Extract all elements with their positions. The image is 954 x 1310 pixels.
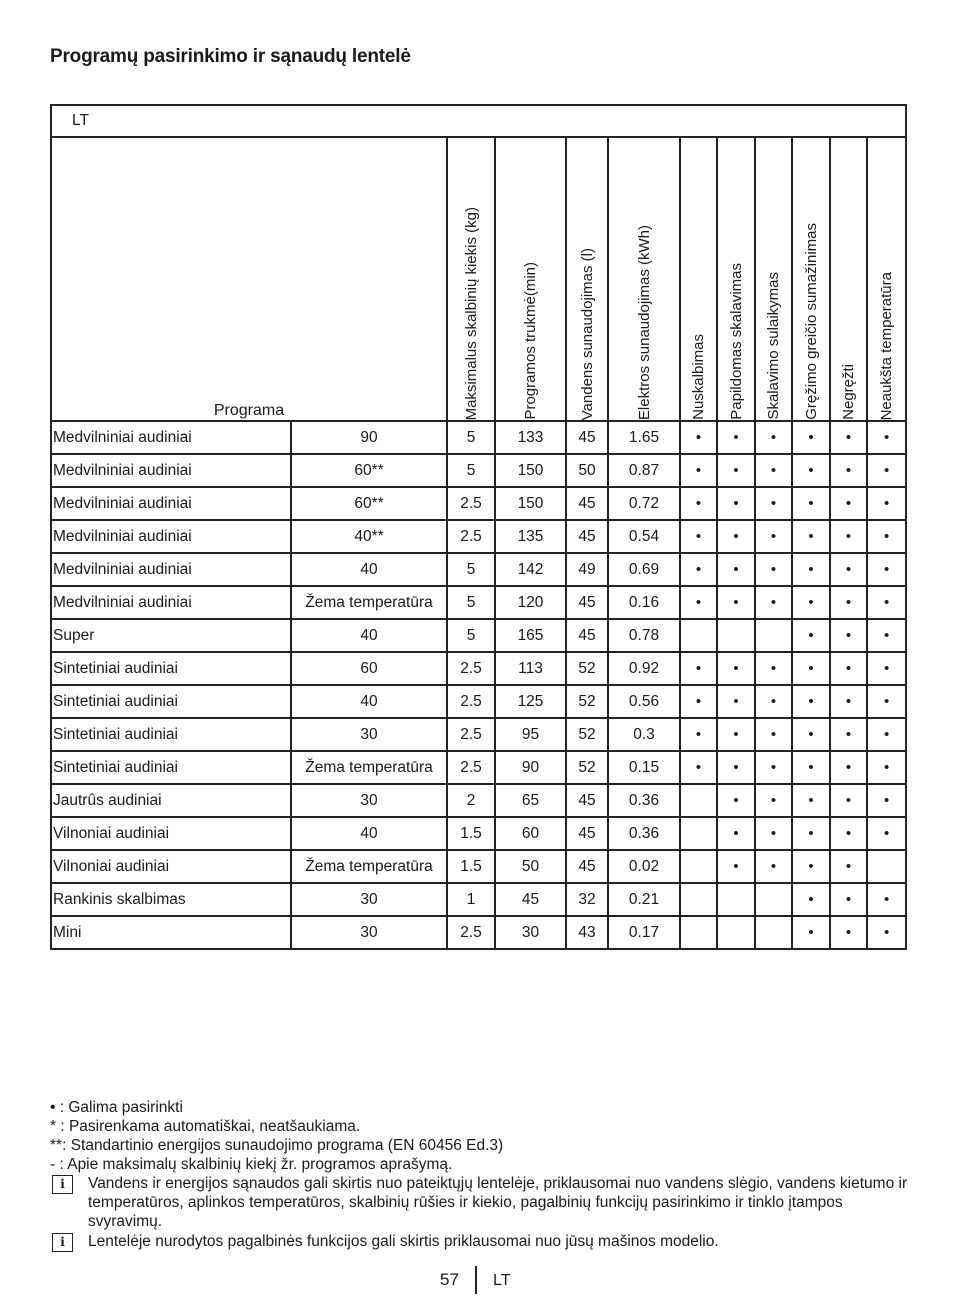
energy-use: 0.78 bbox=[608, 619, 680, 652]
energy-use: 0.72 bbox=[608, 487, 680, 520]
program-name: Sintetiniai audiniai bbox=[51, 652, 291, 685]
water-use: 49 bbox=[566, 553, 608, 586]
max-load: 2.5 bbox=[447, 487, 495, 520]
max-load: 5 bbox=[447, 619, 495, 652]
function-availability: • bbox=[680, 454, 717, 487]
table-language-label: LT bbox=[51, 105, 906, 137]
function-availability: • bbox=[792, 487, 830, 520]
function-availability: • bbox=[830, 784, 867, 817]
duration: 125 bbox=[495, 685, 566, 718]
program-name: Medvilniniai audiniai bbox=[51, 586, 291, 619]
water-use: 52 bbox=[566, 652, 608, 685]
function-availability: • bbox=[830, 916, 867, 949]
program-column-header: Programa bbox=[51, 137, 447, 421]
program-name: Mini bbox=[51, 916, 291, 949]
table-row bbox=[51, 487, 906, 520]
function-availability: • bbox=[867, 817, 906, 850]
legend-item: - : Apie maksimalų skalbinių kiekį žr. programos aprašymą. bbox=[50, 1156, 453, 1173]
function-availability: • bbox=[680, 718, 717, 751]
function-availability: • bbox=[717, 751, 755, 784]
function-availability: • bbox=[830, 883, 867, 916]
program-name: Jautrûs audiniai bbox=[51, 784, 291, 817]
function-availability: • bbox=[792, 883, 830, 916]
program-temperature: 60 bbox=[291, 652, 447, 685]
duration: 65 bbox=[495, 784, 566, 817]
water-use: 45 bbox=[566, 619, 608, 652]
program-temperature: Žema temperatūra bbox=[291, 586, 447, 619]
table-row bbox=[51, 619, 906, 652]
function-availability: • bbox=[717, 421, 755, 454]
energy-use: 1.65 bbox=[608, 421, 680, 454]
program-name: Medvilniniai audiniai bbox=[51, 487, 291, 520]
column-header-label: Nuskalbimas bbox=[690, 334, 707, 420]
page-number: 57 bbox=[440, 1270, 459, 1289]
program-name: Rankinis skalbimas bbox=[51, 883, 291, 916]
function-availability: • bbox=[755, 652, 792, 685]
function-availability: • bbox=[867, 487, 906, 520]
program-temperature: 30 bbox=[291, 916, 447, 949]
program-temperature: Žema temperatūra bbox=[291, 850, 447, 883]
function-availability: • bbox=[717, 850, 755, 883]
function-availability bbox=[755, 916, 792, 949]
function-availability: • bbox=[792, 652, 830, 685]
function-availability: • bbox=[867, 553, 906, 586]
column-header-label: Maksimalus skalbinių kiekis (kg) bbox=[462, 206, 480, 420]
function-availability: • bbox=[830, 652, 867, 685]
function-availability: • bbox=[755, 421, 792, 454]
duration: 165 bbox=[495, 619, 566, 652]
max-load: 2.5 bbox=[447, 520, 495, 553]
program-name: Sintetiniai audiniai bbox=[51, 751, 291, 784]
program-temperature: 60** bbox=[291, 487, 447, 520]
max-load: 1.5 bbox=[447, 850, 495, 883]
water-use: 32 bbox=[566, 883, 608, 916]
column-header-label: Gręžimo greičio sumažinimas bbox=[802, 223, 820, 420]
table-row bbox=[51, 817, 906, 850]
function-availability: • bbox=[717, 784, 755, 817]
function-availability: • bbox=[680, 586, 717, 619]
energy-use: 0.15 bbox=[608, 751, 680, 784]
function-availability: • bbox=[867, 520, 906, 553]
function-availability: • bbox=[867, 718, 906, 751]
footer-language: LT bbox=[493, 1272, 511, 1289]
max-load: 2.5 bbox=[447, 751, 495, 784]
function-availability: • bbox=[867, 586, 906, 619]
function-availability: • bbox=[680, 652, 717, 685]
function-availability: • bbox=[755, 454, 792, 487]
duration: 113 bbox=[495, 652, 566, 685]
function-availability: • bbox=[830, 619, 867, 652]
legend bbox=[50, 1098, 910, 1251]
duration: 142 bbox=[495, 553, 566, 586]
function-availability: • bbox=[755, 685, 792, 718]
function-availability: • bbox=[867, 619, 906, 652]
column-header bbox=[792, 137, 830, 421]
table-row bbox=[51, 652, 906, 685]
function-availability bbox=[755, 883, 792, 916]
column-header bbox=[447, 137, 495, 421]
program-name: Vilnoniai audiniai bbox=[51, 850, 291, 883]
column-header bbox=[608, 137, 680, 421]
energy-use: 0.3 bbox=[608, 718, 680, 751]
page-title: Programų pasirinkimo ir sąnaudų lentelė bbox=[50, 46, 411, 67]
program-name: Medvilniniai audiniai bbox=[51, 421, 291, 454]
table-row bbox=[51, 553, 906, 586]
function-availability: • bbox=[792, 784, 830, 817]
function-availability bbox=[755, 619, 792, 652]
program-temperature: 60** bbox=[291, 454, 447, 487]
function-availability: • bbox=[867, 454, 906, 487]
function-availability bbox=[680, 784, 717, 817]
function-availability: • bbox=[755, 553, 792, 586]
water-use: 52 bbox=[566, 718, 608, 751]
function-availability: • bbox=[792, 553, 830, 586]
function-availability: • bbox=[717, 553, 755, 586]
max-load: 2.5 bbox=[447, 685, 495, 718]
program-temperature: 40 bbox=[291, 619, 447, 652]
column-header bbox=[566, 137, 608, 421]
max-load: 5 bbox=[447, 454, 495, 487]
water-use: 45 bbox=[566, 487, 608, 520]
max-load: 5 bbox=[447, 421, 495, 454]
function-availability: • bbox=[755, 784, 792, 817]
water-use: 45 bbox=[566, 850, 608, 883]
function-availability: • bbox=[792, 817, 830, 850]
max-load: 5 bbox=[447, 553, 495, 586]
function-availability: • bbox=[792, 586, 830, 619]
water-use: 50 bbox=[566, 454, 608, 487]
function-availability: • bbox=[830, 751, 867, 784]
function-availability: • bbox=[867, 883, 906, 916]
function-availability bbox=[680, 883, 717, 916]
duration: 150 bbox=[495, 487, 566, 520]
program-temperature: 40 bbox=[291, 817, 447, 850]
table-row bbox=[51, 520, 906, 553]
table-row bbox=[51, 586, 906, 619]
water-use: 45 bbox=[566, 586, 608, 619]
program-temperature: 30 bbox=[291, 718, 447, 751]
duration: 30 bbox=[495, 916, 566, 949]
table-row bbox=[51, 718, 906, 751]
footer-divider bbox=[475, 1266, 477, 1294]
program-temperature: 30 bbox=[291, 784, 447, 817]
water-use: 45 bbox=[566, 421, 608, 454]
function-availability bbox=[867, 850, 906, 883]
function-availability: • bbox=[792, 916, 830, 949]
column-header bbox=[755, 137, 792, 421]
column-header bbox=[717, 137, 755, 421]
energy-use: 0.56 bbox=[608, 685, 680, 718]
note-text: Vandens ir energijos sąnaudos gali skirtis nuo pateiktųjų lentelėje, priklausomai nuo vandens slėgio, vandens kietumo ir temperatūros, aplinkos temperatūros, skalbinių rūšies ir kiekio, pagalbinių funkcijų pasirinkimo ir tinklo įtampos svyravimų. bbox=[88, 1175, 908, 1230]
function-availability: • bbox=[867, 784, 906, 817]
energy-use: 0.16 bbox=[608, 586, 680, 619]
function-availability: • bbox=[717, 817, 755, 850]
legend-item: * : Pasirenkama automatiškai, neatšaukiama. bbox=[50, 1118, 361, 1135]
function-availability: • bbox=[830, 421, 867, 454]
function-availability: • bbox=[830, 553, 867, 586]
water-use: 45 bbox=[566, 520, 608, 553]
duration: 135 bbox=[495, 520, 566, 553]
note-text: Lentelėje nurodytos pagalbinės funkcijos gali skirtis priklausomai nuo jūsų mašinos modelio. bbox=[88, 1233, 719, 1250]
function-availability: • bbox=[830, 685, 867, 718]
program-name: Vilnoniai audiniai bbox=[51, 817, 291, 850]
function-availability: • bbox=[792, 751, 830, 784]
water-use: 52 bbox=[566, 685, 608, 718]
column-header-label: Elektros sunaudojimas (kWh) bbox=[635, 224, 653, 420]
function-availability: • bbox=[717, 652, 755, 685]
function-availability: • bbox=[792, 421, 830, 454]
function-availability: • bbox=[830, 586, 867, 619]
table-row bbox=[51, 916, 906, 949]
energy-use: 0.17 bbox=[608, 916, 680, 949]
program-temperature: 40 bbox=[291, 685, 447, 718]
max-load: 1 bbox=[447, 883, 495, 916]
max-load: 2.5 bbox=[447, 652, 495, 685]
function-availability: • bbox=[867, 916, 906, 949]
column-header bbox=[830, 137, 867, 421]
program-name: Super bbox=[51, 619, 291, 652]
function-availability: • bbox=[867, 751, 906, 784]
energy-use: 0.21 bbox=[608, 883, 680, 916]
function-availability: • bbox=[680, 520, 717, 553]
table-row bbox=[51, 850, 906, 883]
function-availability: • bbox=[680, 421, 717, 454]
function-availability: • bbox=[792, 619, 830, 652]
table-row bbox=[51, 421, 906, 454]
function-availability bbox=[680, 916, 717, 949]
energy-use: 0.36 bbox=[608, 817, 680, 850]
energy-use: 0.87 bbox=[608, 454, 680, 487]
function-availability: • bbox=[680, 487, 717, 520]
function-availability: • bbox=[717, 520, 755, 553]
function-availability: • bbox=[755, 850, 792, 883]
column-header-label: Skalavimo sulaikymas bbox=[765, 272, 782, 420]
energy-use: 0.54 bbox=[608, 520, 680, 553]
table-row bbox=[51, 454, 906, 487]
function-availability: • bbox=[830, 850, 867, 883]
note bbox=[50, 1174, 910, 1231]
max-load: 2 bbox=[447, 784, 495, 817]
program-name: Medvilniniai audiniai bbox=[51, 454, 291, 487]
function-availability bbox=[717, 619, 755, 652]
function-availability: • bbox=[867, 421, 906, 454]
table-row bbox=[51, 751, 906, 784]
program-temperature: Žema temperatūra bbox=[291, 751, 447, 784]
function-availability: • bbox=[792, 685, 830, 718]
max-load: 5 bbox=[447, 586, 495, 619]
table-row bbox=[51, 784, 906, 817]
program-name: Medvilniniai audiniai bbox=[51, 520, 291, 553]
function-availability: • bbox=[830, 718, 867, 751]
program-temperature: 40** bbox=[291, 520, 447, 553]
program-temperature: 90 bbox=[291, 421, 447, 454]
info-icon: i bbox=[52, 1233, 73, 1252]
function-availability: • bbox=[717, 718, 755, 751]
column-header bbox=[495, 137, 566, 421]
function-availability: • bbox=[792, 718, 830, 751]
info-icon: i bbox=[52, 1175, 73, 1194]
function-availability: • bbox=[792, 850, 830, 883]
function-availability bbox=[680, 817, 717, 850]
function-availability bbox=[717, 883, 755, 916]
column-header-label: Papildomas skalavimas bbox=[727, 263, 745, 420]
energy-use: 0.02 bbox=[608, 850, 680, 883]
function-availability: • bbox=[867, 652, 906, 685]
function-availability: • bbox=[830, 817, 867, 850]
function-availability: • bbox=[755, 718, 792, 751]
function-availability bbox=[717, 916, 755, 949]
function-availability: • bbox=[680, 685, 717, 718]
program-consumption-table bbox=[50, 104, 907, 950]
table-row bbox=[51, 685, 906, 718]
note bbox=[50, 1232, 910, 1251]
function-availability: • bbox=[717, 586, 755, 619]
column-header-label: Programos trukmė(min) bbox=[522, 262, 539, 420]
max-load: 2.5 bbox=[447, 916, 495, 949]
function-availability: • bbox=[792, 520, 830, 553]
duration: 150 bbox=[495, 454, 566, 487]
table-row bbox=[51, 883, 906, 916]
energy-use: 0.69 bbox=[608, 553, 680, 586]
function-availability: • bbox=[830, 487, 867, 520]
function-availability: • bbox=[717, 685, 755, 718]
function-availability: • bbox=[830, 520, 867, 553]
function-availability: • bbox=[717, 454, 755, 487]
max-load: 1.5 bbox=[447, 817, 495, 850]
column-header-label: Vandens sunaudojimas (l) bbox=[578, 247, 596, 420]
column-header-label: Neaukšta temperatūra bbox=[878, 271, 896, 420]
energy-use: 0.36 bbox=[608, 784, 680, 817]
duration: 50 bbox=[495, 850, 566, 883]
water-use: 52 bbox=[566, 751, 608, 784]
function-availability: • bbox=[717, 487, 755, 520]
energy-use: 0.92 bbox=[608, 652, 680, 685]
function-availability: • bbox=[867, 685, 906, 718]
duration: 120 bbox=[495, 586, 566, 619]
duration: 45 bbox=[495, 883, 566, 916]
duration: 133 bbox=[495, 421, 566, 454]
program-temperature: 30 bbox=[291, 883, 447, 916]
duration: 95 bbox=[495, 718, 566, 751]
program-name: Sintetiniai audiniai bbox=[51, 685, 291, 718]
max-load: 2.5 bbox=[447, 718, 495, 751]
function-availability: • bbox=[755, 586, 792, 619]
program-temperature: 40 bbox=[291, 553, 447, 586]
function-availability bbox=[680, 619, 717, 652]
function-availability: • bbox=[755, 487, 792, 520]
function-availability: • bbox=[792, 454, 830, 487]
duration: 90 bbox=[495, 751, 566, 784]
program-name: Sintetiniai audiniai bbox=[51, 718, 291, 751]
function-availability: • bbox=[680, 553, 717, 586]
function-availability: • bbox=[830, 454, 867, 487]
function-availability: • bbox=[755, 520, 792, 553]
legend-item: • : Galima pasirinkti bbox=[50, 1099, 183, 1116]
column-header-label: Negręžti bbox=[840, 364, 857, 420]
legend-item: **: Standartinio energijos sunaudojimo programa (EN 60456 Ed.3) bbox=[50, 1137, 504, 1154]
program-name: Medvilniniai audiniai bbox=[51, 553, 291, 586]
function-availability: • bbox=[680, 751, 717, 784]
water-use: 43 bbox=[566, 916, 608, 949]
column-header bbox=[867, 137, 906, 421]
water-use: 45 bbox=[566, 817, 608, 850]
water-use: 45 bbox=[566, 784, 608, 817]
function-availability: • bbox=[755, 751, 792, 784]
column-header bbox=[680, 137, 717, 421]
function-availability: • bbox=[755, 817, 792, 850]
function-availability bbox=[680, 850, 717, 883]
duration: 60 bbox=[495, 817, 566, 850]
